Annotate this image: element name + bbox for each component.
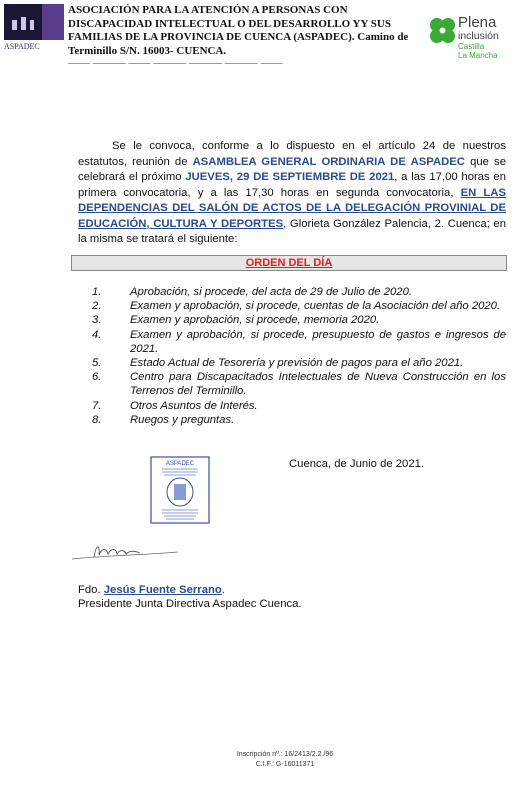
logo-region-1: Castilla	[458, 42, 485, 51]
convocatoria-paragraph	[78, 139, 506, 248]
agenda-item	[92, 413, 506, 427]
agenda-text: Ruegos y preguntas.	[130, 413, 235, 426]
fdo-label: Fdo.	[78, 584, 104, 596]
agenda-item	[92, 370, 506, 398]
agenda-num: 5.	[92, 357, 102, 370]
intro-text-3: , a las 17,00 horas en primera convocatoria, y a las 17,30 horas en segunda convocatoria,	[78, 171, 506, 199]
plena-inclusion-logo	[428, 14, 520, 62]
asamblea-name: ASAMBLEA GENERAL ORDINARIA DE ASPADEC	[192, 155, 465, 168]
header-line-3: FAMILIAS DE LA PROVINCIA DE CUENCA (ASPADEC). Camino de	[68, 31, 409, 43]
agenda-item	[92, 328, 506, 356]
footer-cif: C.I.F.: G-16011371	[255, 760, 315, 768]
stamp-text: ASPADEC	[165, 461, 195, 467]
header-text	[68, 4, 413, 69]
logo-inclusion: inclusión	[458, 30, 499, 42]
orden-title: ORDEN DEL DÍA	[245, 257, 333, 269]
intro-text-2: que se celebrará el próximo	[78, 155, 506, 183]
aspadec-logo	[4, 4, 64, 50]
name-dot: .	[221, 584, 225, 596]
agenda-text: Estado Actual de Tesorería y previsión de pagos para el año 2021.	[130, 357, 464, 370]
header-cut-line: —— ——— —— ——— ——— ——— ——	[68, 57, 283, 69]
agenda-item	[92, 356, 506, 370]
president-name	[104, 584, 222, 596]
agenda-num: 6.	[92, 371, 102, 384]
meeting-date: JUEVES, 29 DE SEPTIEMBRE DE 2021	[185, 171, 395, 183]
signature-scribble	[70, 535, 180, 565]
agenda-item	[92, 313, 506, 327]
agenda-item	[92, 285, 506, 299]
association-stamp	[150, 456, 210, 524]
meeting-place: EN LAS DEPENDENCIAS DEL SALÓN DE ACTOS DE LA DELEGACIÓN PROVINIAL DE EDUCACIÓN, CULTURA Y DEPORTES	[78, 186, 506, 230]
intro-text-4: , Glorieta González Palencia, 2. Cuenca; en la misma se tratará el siguiente:	[78, 217, 506, 245]
agenda-text: Centro para Discapacitados Intelectuales de Nueva Construcción en los Terrenos del Terminillo.	[130, 371, 506, 398]
agenda-text: Otros Asuntos de Interés.	[130, 399, 258, 412]
intro-text-1: Se le convoca, conforme a lo dispuesto en el artículo 24 de nuestros estatutos, reunión de	[78, 140, 506, 168]
agenda-item	[92, 399, 506, 413]
agenda-list	[92, 285, 506, 427]
president-name-text: Jesús Fuente Serrano	[103, 584, 222, 596]
header-line-2: DISCAPACIDAD INTELECTUAL O DEL DESARROLLO YY SUS	[68, 17, 391, 30]
president-title: Presidente Junta Directiva Aspadec Cuenca.	[78, 598, 302, 610]
people-icon	[10, 14, 36, 32]
agenda-text: Examen y aprobación, si procede, cuentas de la Asociación del año 2020.	[130, 300, 501, 313]
logo-region-2: La Mancha	[458, 51, 498, 60]
footer	[210, 750, 360, 769]
agenda-num: 8.	[92, 413, 102, 426]
clover-icon	[428, 16, 456, 44]
agenda-text: Examen y aprobación, si procede, memoria 2020.	[130, 314, 380, 327]
agenda-text: Aprobación, si procede, del acta de 29 de Julio de 2020.	[130, 286, 412, 298]
place-date: Cuenca, de Junio de 2021.	[289, 458, 425, 470]
logo-plena: Plena	[458, 14, 497, 31]
agenda-item	[92, 299, 506, 313]
agenda-num: 4.	[92, 328, 102, 341]
orden-del-dia-heading	[71, 255, 507, 271]
footer-registration: Inscripción nº.: 16/2413/2.2./96	[236, 751, 334, 758]
header-line-4: Terminillo S/N. 16003- CUENCA.	[68, 44, 227, 57]
agenda-num: 2.	[92, 300, 102, 313]
header-line-1: ASOCIACIÓN PARA LA ATENCIÓN A PERSONAS CON	[68, 4, 348, 16]
logo-caption: ASPADEC	[4, 42, 40, 51]
agenda-num: 1.	[92, 286, 102, 298]
agenda-num: 3.	[92, 314, 102, 327]
agenda-num: 7.	[92, 399, 102, 412]
signature-line	[78, 583, 225, 598]
agenda-text: Examen y aprobación, si procede, presupuesto de gastos e ingresos de 2021.	[130, 328, 506, 355]
